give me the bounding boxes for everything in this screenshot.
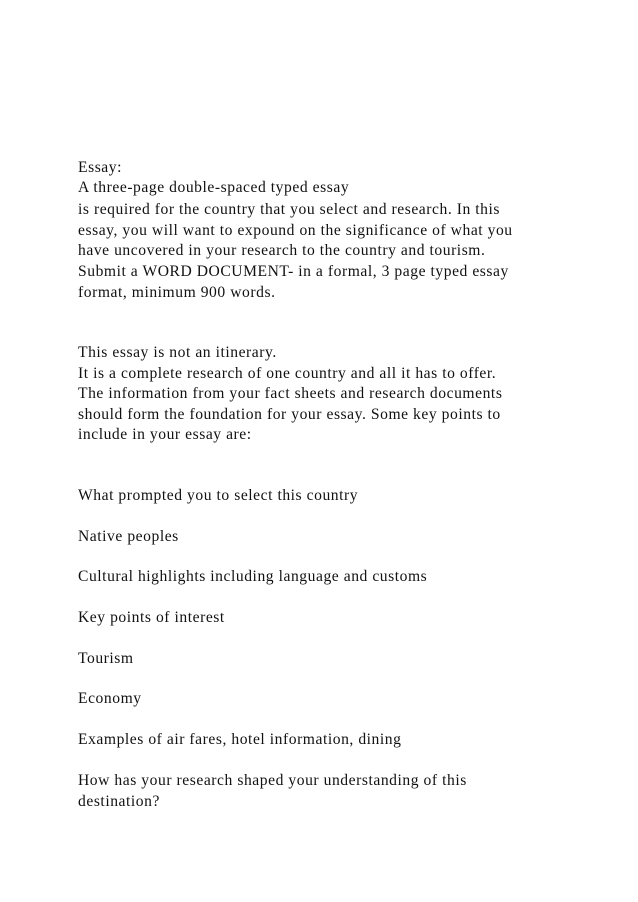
intro-line: essay, you will want to expound on the significance of what you (78, 222, 513, 239)
body-line: should form the foundation for your essay. Some key points to (78, 406, 501, 423)
key-point-item: Cultural highlights including language and customs (78, 568, 428, 585)
intro-line: A three-page double-spaced typed essay (78, 179, 350, 196)
key-point-item: Tourism (78, 650, 134, 667)
body-line: include in your essay are: (78, 426, 252, 443)
body-line: This essay is not an itinerary. (78, 344, 277, 361)
final-question-line: destination? (78, 793, 160, 810)
intro-line: format, minimum 900 words. (78, 284, 276, 301)
key-point-item: Economy (78, 690, 142, 707)
final-question-line: How has your research shaped your understanding of this (78, 772, 467, 789)
intro-line: Submit a WORD DOCUMENT- in a formal, 3 page typed essay (78, 263, 509, 280)
intro-line: have uncovered in your research to the country and tourism. (78, 242, 486, 259)
key-point-item: Key points of interest (78, 609, 225, 626)
essay-heading: Essay: (78, 159, 123, 176)
body-line: It is a complete research of one country and all it has to offer. (78, 365, 497, 382)
body-line: The information from your fact sheets and research documents (78, 385, 503, 402)
key-point-item: Native peoples (78, 528, 179, 545)
intro-line: is required for the country that you select and research. In this (78, 201, 500, 218)
key-point-item: Examples of air fares, hotel information, dining (78, 731, 402, 748)
key-point-item: What prompted you to select this country (78, 487, 359, 504)
